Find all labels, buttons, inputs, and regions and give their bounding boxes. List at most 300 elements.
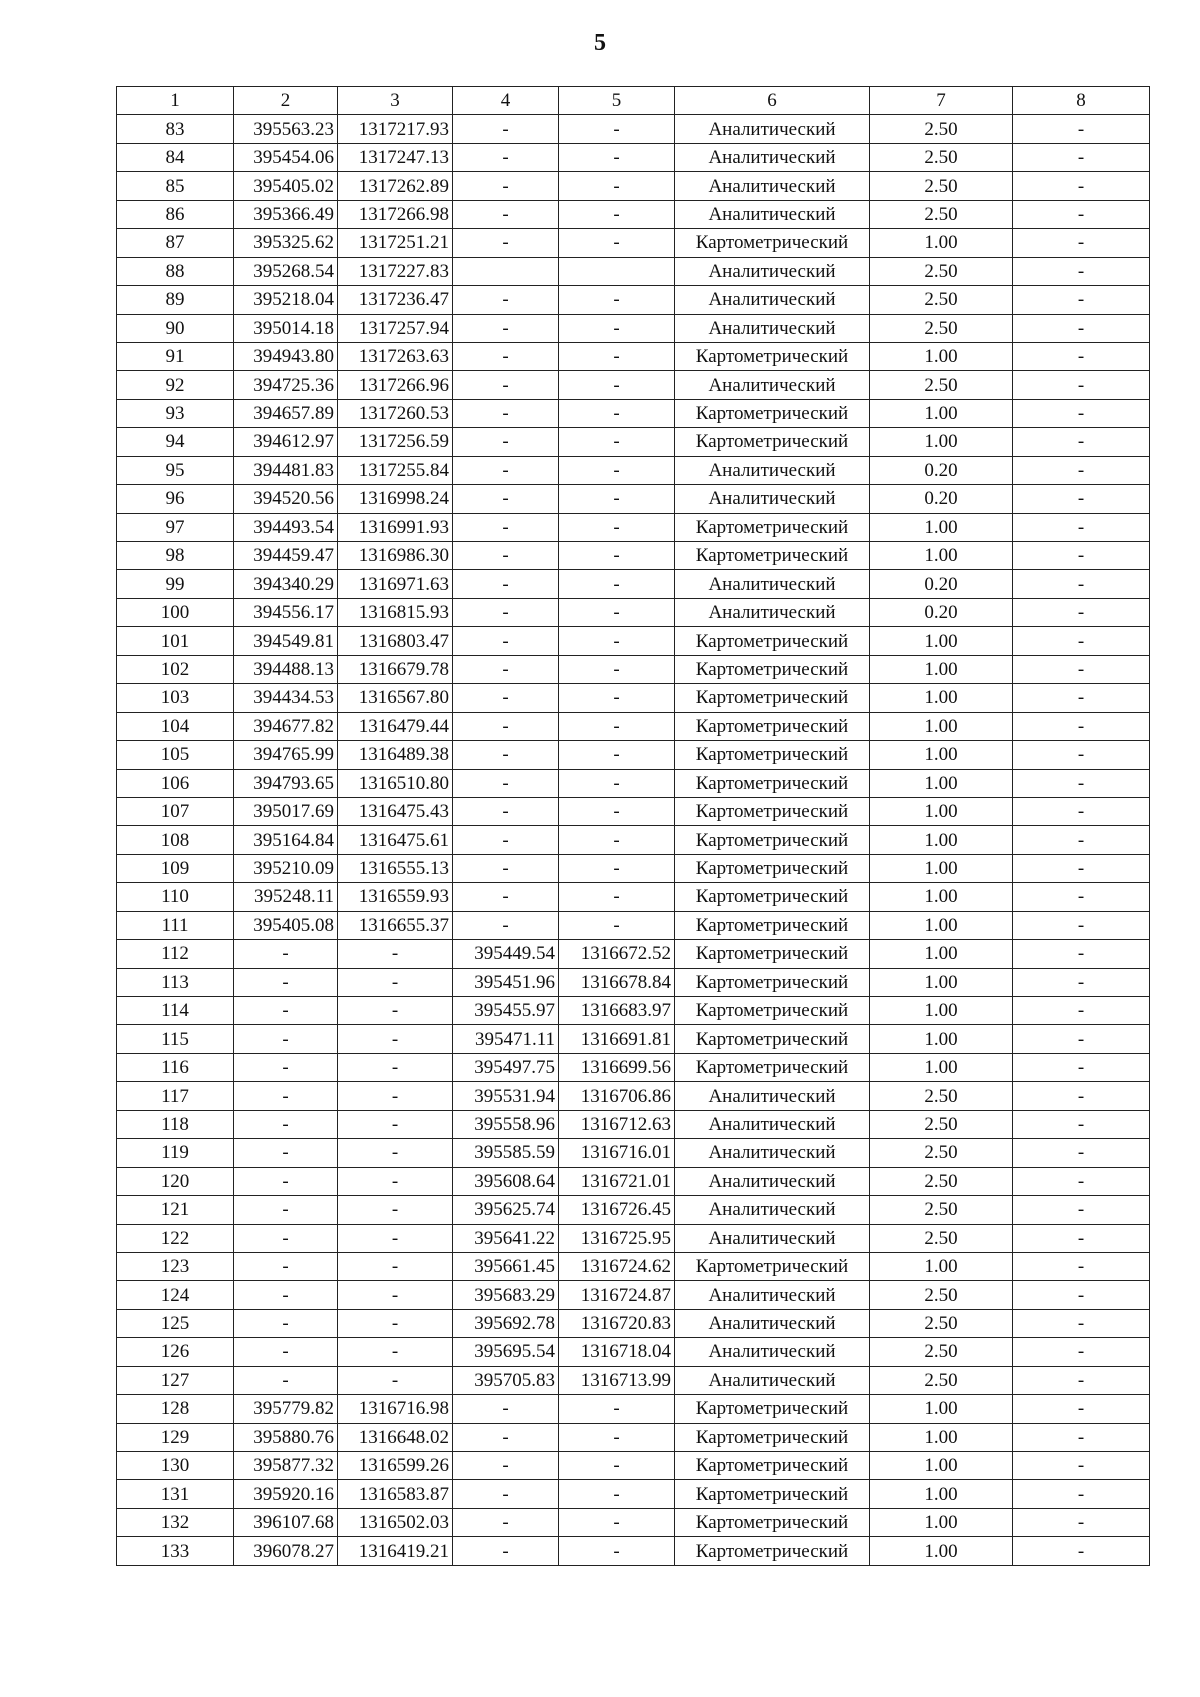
table-cell: 1.00 (870, 1025, 1013, 1053)
table-cell: - (453, 741, 559, 769)
table-cell: 2.50 (870, 1281, 1013, 1309)
table-cell: - (559, 399, 675, 427)
table-cell: 0.20 (870, 456, 1013, 484)
table-cell: - (1013, 371, 1150, 399)
table-cell: - (453, 712, 559, 740)
table-cell: - (453, 883, 559, 911)
table-cell: - (453, 399, 559, 427)
table-row (117, 854, 1150, 882)
table-cell: 1.00 (870, 342, 1013, 370)
table-cell: Аналитический (675, 456, 870, 484)
table-row (117, 200, 1150, 228)
table-cell: - (234, 1196, 338, 1224)
table-cell: 1.00 (870, 1252, 1013, 1280)
table-row (117, 655, 1150, 683)
table-cell: 395405.08 (234, 911, 338, 939)
table-cell: 112 (117, 940, 234, 968)
table-cell: 2.50 (870, 115, 1013, 143)
table-cell: Аналитический (675, 143, 870, 171)
table-cell: 120 (117, 1167, 234, 1195)
table-cell: - (453, 115, 559, 143)
table-cell: 395405.02 (234, 172, 338, 200)
table-cell: - (234, 1082, 338, 1110)
table-cell: 395497.75 (453, 1053, 559, 1081)
table-row (117, 456, 1150, 484)
table-cell: 121 (117, 1196, 234, 1224)
table-cell: 2.50 (870, 1167, 1013, 1195)
table-cell: - (559, 342, 675, 370)
table-cell: Картометрический (675, 1480, 870, 1508)
table-cell: 95 (117, 456, 234, 484)
table-row (117, 1452, 1150, 1480)
table-cell: - (1013, 826, 1150, 854)
table-cell: 394493.54 (234, 513, 338, 541)
table-cell: Аналитический (675, 1366, 870, 1394)
table-cell: - (453, 172, 559, 200)
table-cell: 395558.96 (453, 1110, 559, 1138)
table-cell: - (1013, 1053, 1150, 1081)
table-cell: - (559, 371, 675, 399)
table-row (117, 1252, 1150, 1280)
table-row (117, 1196, 1150, 1224)
table-row (117, 883, 1150, 911)
table-cell: 1317260.53 (338, 399, 453, 427)
table-row (117, 1224, 1150, 1252)
table-cell: - (1013, 769, 1150, 797)
table-cell: Картометрический (675, 1452, 870, 1480)
table-cell: - (234, 1224, 338, 1252)
table-cell: - (559, 542, 675, 570)
table-cell: 394459.47 (234, 542, 338, 570)
table-cell: - (1013, 627, 1150, 655)
table-cell: - (1013, 1309, 1150, 1337)
table-row (117, 115, 1150, 143)
table-cell: 2.50 (870, 1139, 1013, 1167)
table-cell: - (234, 1366, 338, 1394)
table-cell: - (559, 741, 675, 769)
table-cell: 1316679.78 (338, 655, 453, 683)
table-cell: 117 (117, 1082, 234, 1110)
table-row (117, 1309, 1150, 1337)
table-cell: 1.00 (870, 1537, 1013, 1565)
table-cell: 2.50 (870, 1196, 1013, 1224)
table-cell: - (559, 598, 675, 626)
table-cell: - (559, 143, 675, 171)
table-cell: 0.20 (870, 485, 1013, 513)
table-cell: 395779.82 (234, 1395, 338, 1423)
table-cell: - (453, 314, 559, 342)
table-cell: 394556.17 (234, 598, 338, 626)
table-cell: - (453, 769, 559, 797)
table-cell: 394677.82 (234, 712, 338, 740)
table-cell: - (234, 940, 338, 968)
table-cell: 97 (117, 513, 234, 541)
table-cell: - (1013, 1508, 1150, 1536)
table-cell: Аналитический (675, 314, 870, 342)
table-cell: - (453, 826, 559, 854)
table-cell: 1317255.84 (338, 456, 453, 484)
table-cell: Картометрический (675, 428, 870, 456)
table-cell: 1316683.97 (559, 997, 675, 1025)
table-cell: 1316716.01 (559, 1139, 675, 1167)
table-cell: Картометрический (675, 342, 870, 370)
table-cell: 395451.96 (453, 968, 559, 996)
table-cell: - (1013, 229, 1150, 257)
table-row (117, 542, 1150, 570)
table-cell: 2.50 (870, 172, 1013, 200)
table-cell: - (453, 854, 559, 882)
table-cell: 133 (117, 1537, 234, 1565)
table-cell: 1316803.47 (338, 627, 453, 655)
table-cell: Аналитический (675, 1167, 870, 1195)
table-cell: 1316567.80 (338, 684, 453, 712)
table-cell: - (1013, 485, 1150, 513)
table-cell: 1.00 (870, 428, 1013, 456)
table-cell: - (1013, 655, 1150, 683)
table-cell: - (338, 1309, 453, 1337)
page-number: 5 (594, 30, 606, 56)
table-cell: - (453, 1395, 559, 1423)
table-cell: 395248.11 (234, 883, 338, 911)
table-cell: 2.50 (870, 257, 1013, 285)
table-row (117, 485, 1150, 513)
table-cell: - (559, 684, 675, 712)
table-cell: Картометрический (675, 797, 870, 825)
column-header-7: 7 (870, 87, 1013, 115)
table-cell: 129 (117, 1423, 234, 1451)
table-cell: 1316718.04 (559, 1338, 675, 1366)
table-cell: 1316998.24 (338, 485, 453, 513)
table-cell: Аналитический (675, 172, 870, 200)
table-cell: 2.50 (870, 143, 1013, 171)
table-cell: - (1013, 1224, 1150, 1252)
table-cell: - (559, 570, 675, 598)
table-cell: - (1013, 797, 1150, 825)
table-row (117, 940, 1150, 968)
table-cell: 126 (117, 1338, 234, 1366)
table-cell: - (1013, 542, 1150, 570)
table-cell: 1.00 (870, 1452, 1013, 1480)
table-cell: 395683.29 (453, 1281, 559, 1309)
table-cell: - (453, 911, 559, 939)
table-cell: - (234, 968, 338, 996)
table-cell: 2.50 (870, 1309, 1013, 1337)
table-cell: - (559, 883, 675, 911)
table-row (117, 1025, 1150, 1053)
table-cell: 131 (117, 1480, 234, 1508)
table-cell: 84 (117, 143, 234, 171)
table-row (117, 1110, 1150, 1138)
table-cell: - (234, 1281, 338, 1309)
table-cell: 395692.78 (453, 1309, 559, 1337)
table-cell: 1316991.93 (338, 513, 453, 541)
table-row (117, 1082, 1150, 1110)
table-cell: 2.50 (870, 1110, 1013, 1138)
table-cell: 394765.99 (234, 741, 338, 769)
table-cell: 91 (117, 342, 234, 370)
table-cell: - (1013, 1025, 1150, 1053)
table-cell: - (338, 1053, 453, 1081)
table-row (117, 172, 1150, 200)
table-cell: 395164.84 (234, 826, 338, 854)
table-cell: Аналитический (675, 257, 870, 285)
table-cell: - (559, 911, 675, 939)
table-cell: Картометрический (675, 826, 870, 854)
table-row (117, 1338, 1150, 1366)
table-cell: 1316724.62 (559, 1252, 675, 1280)
table-cell: - (338, 1366, 453, 1394)
table-cell: 394481.83 (234, 456, 338, 484)
table-cell: - (453, 627, 559, 655)
table-cell: 2.50 (870, 1338, 1013, 1366)
table-cell: 108 (117, 826, 234, 854)
table-cell: - (559, 456, 675, 484)
table-cell: - (1013, 1537, 1150, 1565)
table-cell: 1316475.61 (338, 826, 453, 854)
table-cell: - (559, 229, 675, 257)
table-cell: 87 (117, 229, 234, 257)
table-row (117, 513, 1150, 541)
table-cell: - (559, 485, 675, 513)
table-cell: - (234, 1252, 338, 1280)
table-cell: 123 (117, 1252, 234, 1280)
table-cell: 1316510.80 (338, 769, 453, 797)
table-cell: 395455.97 (453, 997, 559, 1025)
table-cell: 113 (117, 968, 234, 996)
table-cell: 2.50 (870, 286, 1013, 314)
table-cell: 1316713.99 (559, 1366, 675, 1394)
table-cell: 127 (117, 1366, 234, 1394)
table-cell: 1316648.02 (338, 1423, 453, 1451)
table-cell: - (1013, 1395, 1150, 1423)
table-cell: Аналитический (675, 1196, 870, 1224)
column-header-3: 3 (338, 87, 453, 115)
table-row (117, 1537, 1150, 1565)
table-cell: - (559, 854, 675, 882)
table-cell: 395449.54 (453, 940, 559, 968)
table-cell: 88 (117, 257, 234, 285)
table-cell: 395325.62 (234, 229, 338, 257)
table-row (117, 684, 1150, 712)
table-cell: 395585.59 (453, 1139, 559, 1167)
table-cell: - (1013, 1139, 1150, 1167)
table-cell: - (1013, 513, 1150, 541)
table-cell: - (453, 143, 559, 171)
table-cell: 94 (117, 428, 234, 456)
table-cell (559, 257, 675, 285)
table-row (117, 342, 1150, 370)
table-cell: 118 (117, 1110, 234, 1138)
column-header-5: 5 (559, 87, 675, 115)
table-cell: 1316691.81 (559, 1025, 675, 1053)
table-cell: 2.50 (870, 314, 1013, 342)
table-cell: 2.50 (870, 371, 1013, 399)
table-cell: 1317236.47 (338, 286, 453, 314)
table-cell (453, 257, 559, 285)
table-cell: 1.00 (870, 542, 1013, 570)
table-cell: - (1013, 598, 1150, 626)
table-cell: 92 (117, 371, 234, 399)
table-cell: - (453, 428, 559, 456)
table-cell: Аналитический (675, 1082, 870, 1110)
table-cell: 96 (117, 485, 234, 513)
table-cell: 1317256.59 (338, 428, 453, 456)
table-cell: - (234, 1025, 338, 1053)
column-header-4: 4 (453, 87, 559, 115)
table-cell: - (453, 1423, 559, 1451)
table-cell: Аналитический (675, 598, 870, 626)
table-cell: - (559, 627, 675, 655)
table-cell: 107 (117, 797, 234, 825)
table-row (117, 229, 1150, 257)
table-cell: - (559, 513, 675, 541)
table-cell: 1316726.45 (559, 1196, 675, 1224)
table-cell: - (234, 1110, 338, 1138)
table-cell: 395268.54 (234, 257, 338, 285)
table-cell: 99 (117, 570, 234, 598)
table-cell: - (559, 200, 675, 228)
table-cell: 1.00 (870, 741, 1013, 769)
table-cell: 83 (117, 115, 234, 143)
table-cell: 1316725.95 (559, 1224, 675, 1252)
table-cell: 1316706.86 (559, 1082, 675, 1110)
table-cell: Аналитический (675, 1309, 870, 1337)
table-cell: - (559, 428, 675, 456)
table-row (117, 769, 1150, 797)
table-cell: 1317257.94 (338, 314, 453, 342)
column-header-1: 1 (117, 87, 234, 115)
table-cell: 1316720.83 (559, 1309, 675, 1337)
table-cell: - (338, 1082, 453, 1110)
table-row (117, 1480, 1150, 1508)
table-cell: Картометрический (675, 1423, 870, 1451)
table-row (117, 570, 1150, 598)
table-cell: Картометрический (675, 513, 870, 541)
table-cell: - (1013, 172, 1150, 200)
table-cell: 1317217.93 (338, 115, 453, 143)
table-cell: - (1013, 200, 1150, 228)
table-cell: 89 (117, 286, 234, 314)
table-cell: - (234, 1167, 338, 1195)
table-cell: 100 (117, 598, 234, 626)
table-cell: - (1013, 1423, 1150, 1451)
table-cell: - (453, 1508, 559, 1536)
table-cell: 395705.83 (453, 1366, 559, 1394)
table-cell: 110 (117, 883, 234, 911)
table-cell: - (1013, 854, 1150, 882)
table-cell: 395563.23 (234, 115, 338, 143)
table-cell: 119 (117, 1139, 234, 1167)
column-header-8: 8 (1013, 87, 1150, 115)
table-cell: 1316971.63 (338, 570, 453, 598)
table-cell: - (1013, 570, 1150, 598)
table-cell: 86 (117, 200, 234, 228)
table-cell: 101 (117, 627, 234, 655)
table-cell: Картометрический (675, 883, 870, 911)
table-cell: Картометрический (675, 968, 870, 996)
table-cell: - (453, 598, 559, 626)
table-cell: 105 (117, 741, 234, 769)
table-cell: 394520.56 (234, 485, 338, 513)
table-cell: 109 (117, 854, 234, 882)
table-cell: 128 (117, 1395, 234, 1423)
table-cell: 1316419.21 (338, 1537, 453, 1565)
table-cell: - (453, 485, 559, 513)
table-cell: - (338, 968, 453, 996)
table-cell: Картометрический (675, 997, 870, 1025)
table-cell: Аналитический (675, 286, 870, 314)
table-cell: - (234, 1139, 338, 1167)
table-cell: - (453, 229, 559, 257)
table-cell: 115 (117, 1025, 234, 1053)
table-cell: 1316655.37 (338, 911, 453, 939)
table-cell: - (559, 115, 675, 143)
table-body (117, 87, 1150, 1566)
table-cell: Аналитический (675, 1139, 870, 1167)
table-cell: - (453, 456, 559, 484)
table-cell: 1316599.26 (338, 1452, 453, 1480)
table-cell: - (1013, 399, 1150, 427)
table-cell: 1316489.38 (338, 741, 453, 769)
table-cell: 111 (117, 911, 234, 939)
table-cell: 122 (117, 1224, 234, 1252)
table-cell: 395920.16 (234, 1480, 338, 1508)
table-cell: Картометрический (675, 911, 870, 939)
table-cell: - (1013, 342, 1150, 370)
table-cell: - (1013, 1196, 1150, 1224)
table-cell: - (338, 940, 453, 968)
table-cell: - (1013, 1167, 1150, 1195)
table-cell: 1.00 (870, 513, 1013, 541)
table-cell: 395661.45 (453, 1252, 559, 1280)
table-row (117, 797, 1150, 825)
table-cell: Картометрический (675, 712, 870, 740)
table-cell: Аналитический (675, 1281, 870, 1309)
table-cell: Аналитический (675, 1338, 870, 1366)
table-cell: 395218.04 (234, 286, 338, 314)
table-cell: Картометрический (675, 769, 870, 797)
table-cell: 395017.69 (234, 797, 338, 825)
table-cell: 394943.80 (234, 342, 338, 370)
table-cell: Картометрический (675, 542, 870, 570)
table-cell: Аналитический (675, 371, 870, 399)
table-cell: 394488.13 (234, 655, 338, 683)
table-cell: Аналитический (675, 115, 870, 143)
table-cell: - (338, 1281, 453, 1309)
table-cell: 1.00 (870, 826, 1013, 854)
column-header-6: 6 (675, 87, 870, 115)
table-cell: - (1013, 115, 1150, 143)
table-cell: Картометрический (675, 684, 870, 712)
table-cell: 394793.65 (234, 769, 338, 797)
table-cell: 1.00 (870, 911, 1013, 939)
table-cell: 1.00 (870, 940, 1013, 968)
table-cell: - (338, 1139, 453, 1167)
table-cell: 1317266.96 (338, 371, 453, 399)
table-cell: 394657.89 (234, 399, 338, 427)
table-cell: - (453, 570, 559, 598)
table-cell: 93 (117, 399, 234, 427)
table-cell: 395454.06 (234, 143, 338, 171)
table-cell: - (453, 1452, 559, 1480)
table-cell: Аналитический (675, 570, 870, 598)
table-cell: - (559, 712, 675, 740)
table-row (117, 1139, 1150, 1167)
table-cell: 395641.22 (453, 1224, 559, 1252)
table-row (117, 1395, 1150, 1423)
table-row (117, 1423, 1150, 1451)
table-cell: Картометрический (675, 940, 870, 968)
